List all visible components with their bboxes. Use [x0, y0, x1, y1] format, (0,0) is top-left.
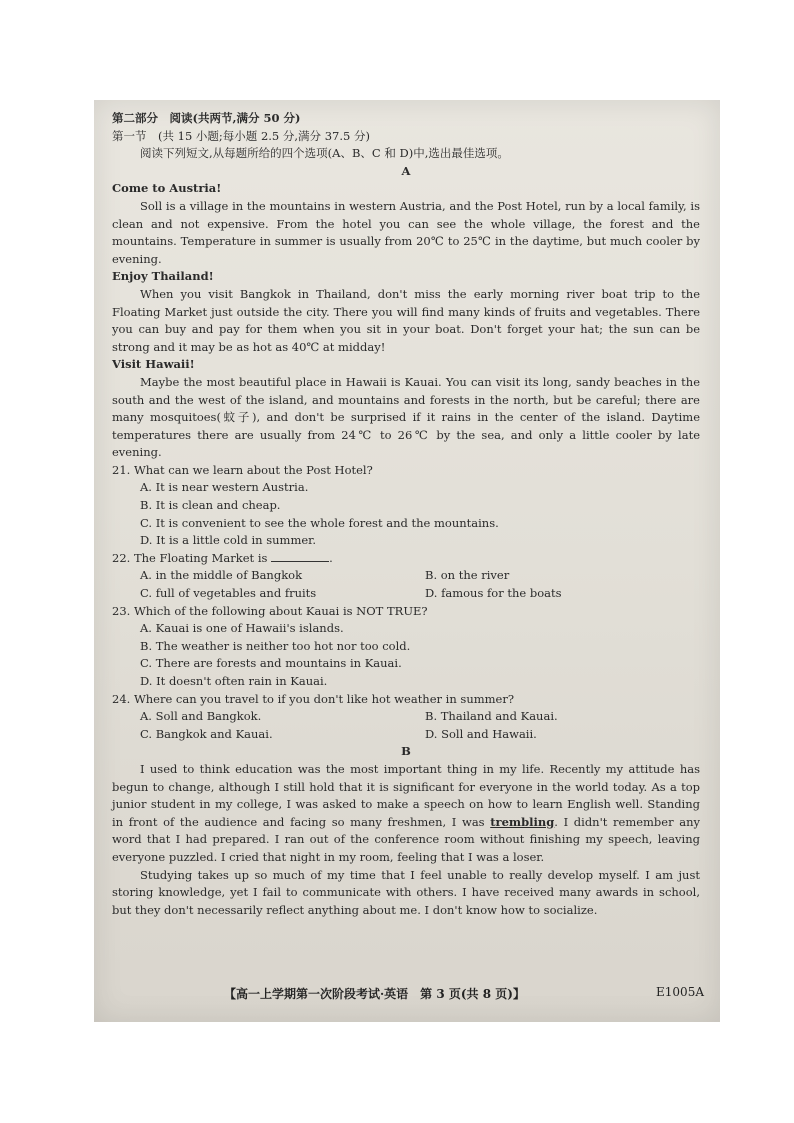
- passage-b-p1-before: I used to think education was the most important thing in my life. Recently my attitude has begun to change, although I still hold that it is significant for everyone in the world today. As a top junior student in my college, I was asked to make a speech on how to learn English well. Standing in front of the audience and facing so many freshmen, I was: [112, 761, 700, 829]
- passage-b-underlined-word: trembling: [490, 814, 555, 829]
- austria-text: Soll is a village in the mountains in western Austria, and the Post Hotel, run by a local family, is clean and not expensive. From the hotel you can see the whole village, the forest and the mountains. Temperature in summer is usually from 20℃ to 25℃ in the daytime, but much cooler by evening.: [112, 198, 700, 266]
- q22-stem-suffix: .: [329, 550, 333, 565]
- q21-option-b: B. It is clean and cheap.: [140, 498, 281, 513]
- q23-option-c: C. There are forests and mountains in Kauai.: [140, 656, 402, 671]
- q24-option-b: B. Thailand and Kauai.: [425, 709, 558, 724]
- q21-stem: 21. What can we learn about the Post Hotel?: [112, 462, 373, 477]
- page-content: [112, 110, 700, 919]
- hawaii-title: Visit Hawaii!: [112, 357, 195, 372]
- footer-title: 【高一上学期第一次阶段考试·英语 第 3 页(共 8 页)】: [224, 987, 525, 1001]
- passage-b-label: B: [401, 744, 411, 759]
- passage-b-paragraph-1: [112, 761, 700, 867]
- q22-option-c: C. full of vegetables and fruits: [140, 586, 317, 601]
- q24-stem: 24. Where can you travel to if you don't like hot weather in summer?: [112, 691, 515, 706]
- q24-options-row-1: [112, 708, 700, 726]
- q24-option-d: D. Soll and Hawaii.: [425, 726, 537, 741]
- section-header: 第二部分 阅读(共两节,满分 50 分): [112, 111, 301, 125]
- q21-option-a: A. It is near western Austria.: [140, 480, 309, 495]
- passage-b-paragraph-2: Studying takes up so much of my time that I feel unable to really develop myself. I am just storing knowledge, yet I fail to communicate with others. I have received many awards in school, but they don't necessarily reflect anything about me. I don't know how to socialize.: [112, 867, 700, 917]
- thailand-title: Enjoy Thailand!: [112, 269, 214, 284]
- q22-option-b: B. on the river: [425, 568, 510, 583]
- thailand-text: When you visit Bangkok in Thailand, don't miss the early morning river boat trip to the Floating Market just outside the city. There you will find many kinds of fruits and vegetables. There you can buy and pay for them when you sit in your boat. Don't forget your hat; the sun can be strong and it may be as hot as 40℃ at midday!: [112, 286, 700, 354]
- q22-stem-prefix: 22. The Floating Market is: [112, 550, 268, 565]
- q23-option-b: B. The weather is neither too hot nor too cold.: [140, 638, 411, 653]
- footer-code: E1005A: [656, 985, 704, 999]
- q23-option-d: D. It doesn't often rain in Kauai.: [140, 674, 328, 688]
- q23-option-a: A. Kauai is one of Hawaii's islands.: [140, 621, 344, 636]
- q23-stem: 23. Which of the following about Kauai is NOT TRUE?: [112, 603, 428, 618]
- q22-blank: [271, 551, 329, 562]
- hawaii-text: Maybe the most beautiful place in Hawaii is Kauai. You can visit its long, sandy beaches in the south and the west of the island, and mountains and forests in the north, but be careful; there are many mosquitoes(蚊子), and don't be surprised if it rains in the center of the island. Daytime temperatures there are usually from 24℃ to 26℃ by the sea, and only a little cooler by late evening.: [112, 374, 700, 460]
- q24-option-a: A. Soll and Bangkok.: [140, 709, 262, 724]
- q22-options-row-2: [112, 585, 700, 603]
- passage-b-p1-after: . I didn't remember any word that I had prepared. I ran out of the conference room without finishing my speech, leaving everyone puzzled. I cried that night in my room, feeling that I was a loser.: [112, 814, 700, 864]
- q21-option-c: C. It is convenient to see the whole forest and the mountains.: [140, 515, 499, 530]
- austria-title: Come to Austria!: [112, 181, 222, 196]
- q24-options-row-2: [112, 726, 700, 744]
- q21-option-d: D. It is a little cold in summer.: [140, 533, 317, 548]
- q22-option-a: A. in the middle of Bangkok: [140, 568, 303, 583]
- subsection-header: 第一节 (共 15 小题;每小题 2.5 分,满分 37.5 分): [112, 128, 370, 143]
- q22-stem: [112, 550, 700, 568]
- q22-options-row-1: [112, 567, 700, 585]
- passage-a-label: A: [401, 163, 411, 178]
- exam-page: [94, 100, 720, 1022]
- q22-option-d: D. famous for the boats: [425, 586, 562, 601]
- instruction: 阅读下列短文,从每题所给的四个选项(A、B、C 和 D)中,选出最佳选项。: [140, 146, 509, 161]
- q24-option-c: C. Bangkok and Kauai.: [140, 726, 273, 741]
